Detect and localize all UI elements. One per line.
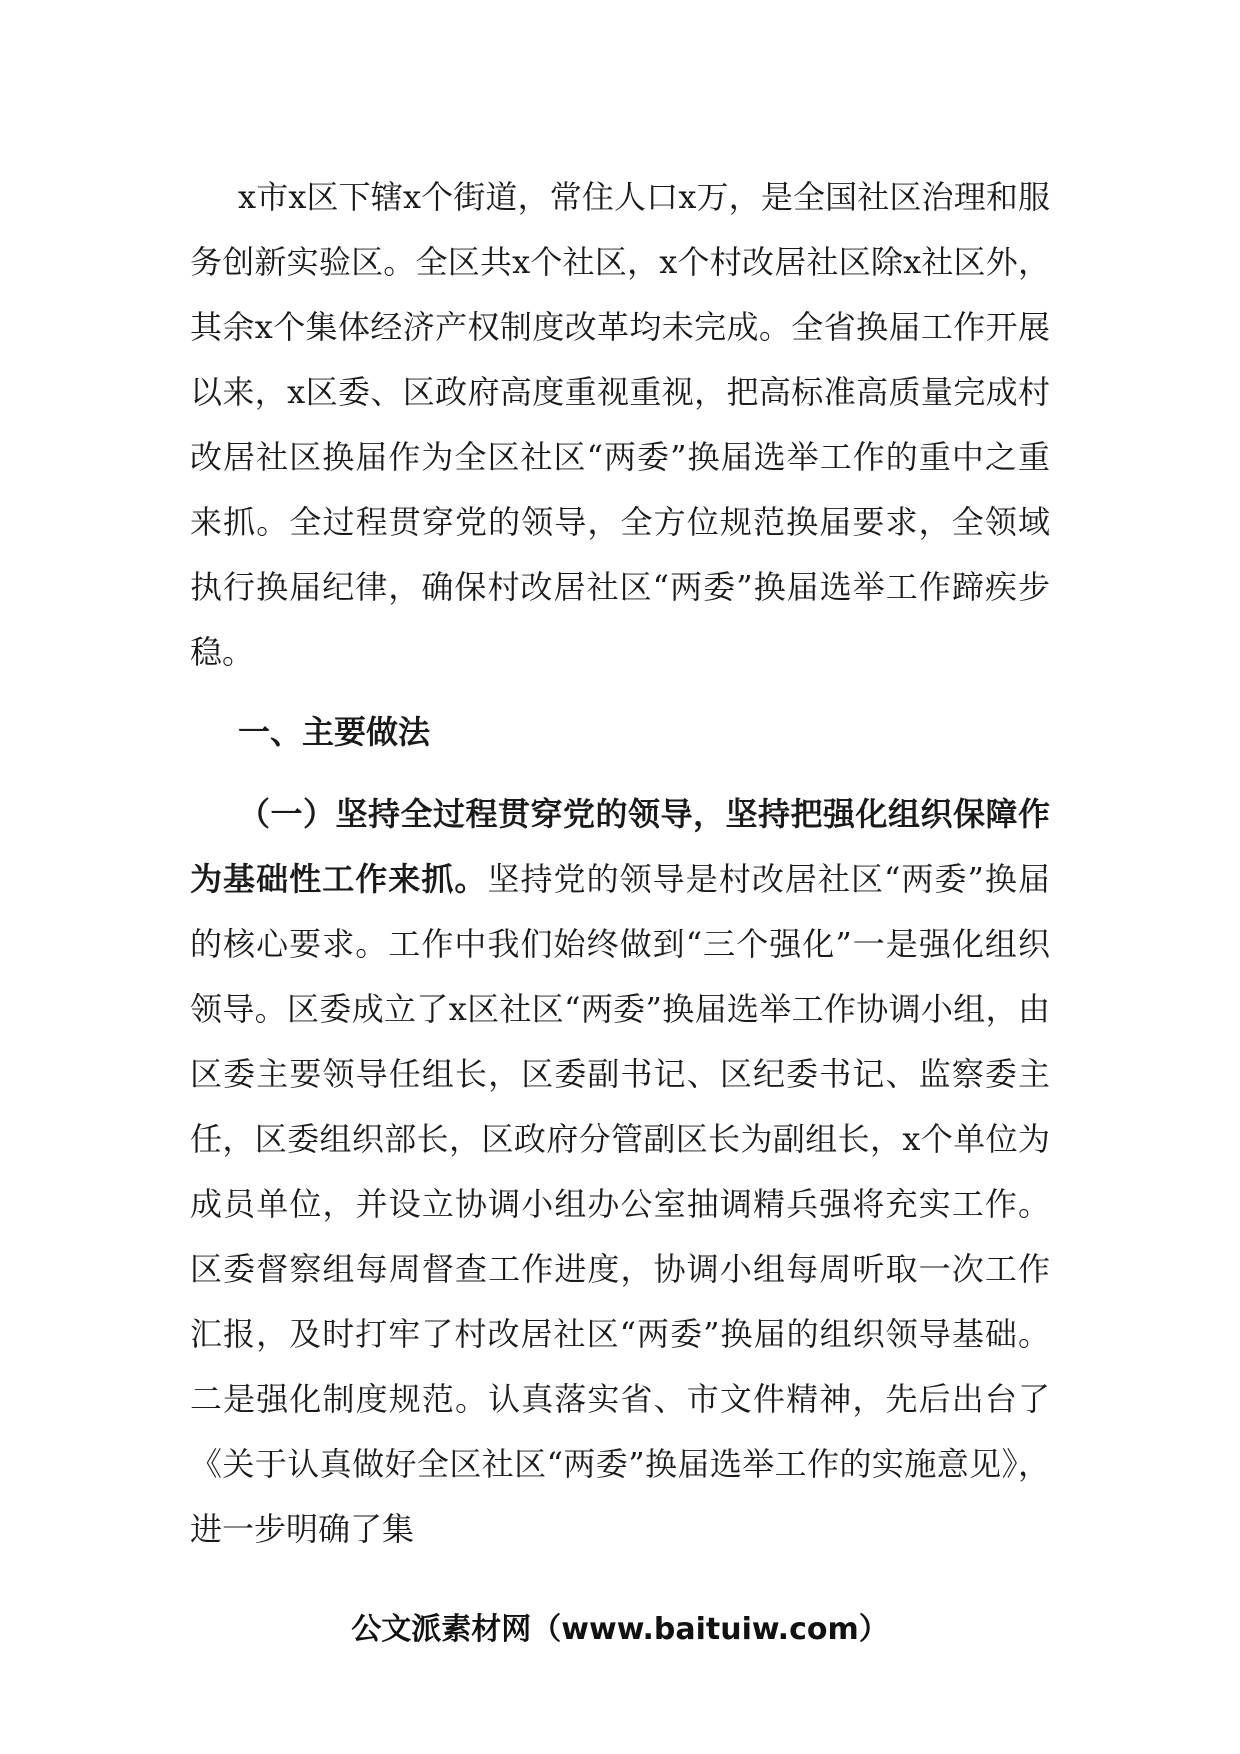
paragraph-section-1 [190, 782, 1050, 1562]
paragraph-lead-bold: （一）坚持全过程贯穿党的领导，坚持把强化组织保障作为基础性工作来抓。 [190, 795, 1050, 898]
section-heading: 一、主要做法 [238, 713, 431, 751]
paragraph-body: 坚持党的领导是村改居社区“两委”换届的核心要求。工作中我们始终做到“三个强化”一是强化组织领导。区委成立了x区社区“两委”换届选举工作协调小组，由区委主要领导任组长，区委副书记、区纪委书记、监察委主任，区委组织部长，区政府分管副区长为副组长，x个单位为成员单位，并设立协调小组办公室抽调精兵强将充实工作。区委督察组每周督查工作进度，协调小组每周听取一次工作汇报，及时打牢了村改居社区“两委”换届的组织领导基础。二是强化制度规范。认真落实省、市文件精神，先后出台了《关于认真做好全区社区“两委”换届选举工作的实施意见》，进一步明确了集 [190, 860, 1050, 1548]
footer-watermark: 公文派素材网（www.baituiw.com） [351, 1612, 889, 1647]
paragraph-intro: x市x区下辖x个街道，常住人口x万，是全国社区治理和服务创新实验区。全区共x个社区，x个村改居社区除x社区外，其余x个集体经济产权制度改革均未完成。全省换届工作开展以来，x区委、区政府高度重视重视，把高标准高质量完成村改居社区换届作为全区社区“两委”换届选举工作的重中之重来抓。全过程贯穿党的领导，全方位规范换届要求，全领域执行换届纪律，确保村改居社区“两委”换届选举工作蹄疾步稳。 [190, 178, 1050, 671]
